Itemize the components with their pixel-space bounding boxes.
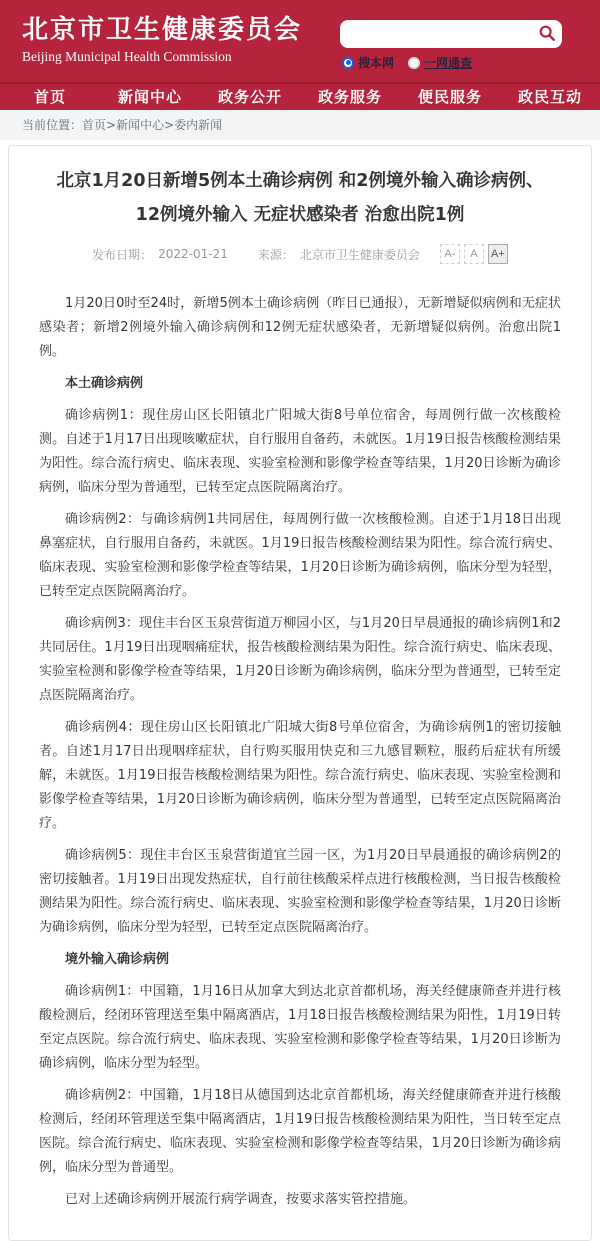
article-paragraph: 确诊病例2：与确诊病例1共同居住，每周例行做一次核酸检测。自述于1月18日出现鼻塞症状，自行服用自备药，未就医。1月19日报告核酸检测结果为阳性。综合流行病史、临床表现、实验室检测和影像学检查等结果，1月20日诊断为确诊病例，临床分型为轻型，已转至定点医院隔离治疗。 [39,512,561,599]
article-paragraph: 确诊病例1：中国籍，1月16日从加拿大到达北京首都机场，海关经健康筛查并进行核酸检测后，经闭环管理送至集中隔离酒店，1月18日报告核酸检测结果为阳性，1月19日转至定点医院。综合流行病史、临床表现、实验室检测和影像学检查等结果，1月20日诊断为确诊病例，临床分型为轻型。 [39,984,561,1071]
search-scope-radio[interactable] [342,54,394,71]
search-scope-radio[interactable] [408,54,472,71]
source-value: 北京市卫生健康委员会 [299,247,420,262]
breadcrumb-label: 当前位置： [22,118,83,132]
search-scope-options [340,54,562,71]
nav-item[interactable]: 政民互动 [517,88,582,106]
article-paragraph: 本土确诊病例 [65,376,144,391]
nav-item[interactable]: 首页 [33,88,66,106]
article-paragraph: 确诊病例3：现住丰台区玉泉营街道万柳园小区，与1月20日早晨通报的确诊病例1和2共同居住。1月19日出现咽痛症状，报告核酸检测结果为阳性。综合流行病史、临床表现、实验室检测和影像学检查等结果，1月20日诊断为确诊病例，临床分型为普通型，已转至定点医院隔离治疗。 [39,616,561,703]
font-size-button[interactable]: A [464,244,484,264]
article-meta [39,244,561,264]
search-icon [538,24,556,45]
search-area [340,14,562,82]
source-label: 来源： [257,247,294,262]
nav-item[interactable]: 新闻中心 [117,88,182,106]
site-title-chinese: 北京市卫生健康委员会 [22,15,303,45]
breadcrumb [0,110,600,140]
site-brand [22,14,302,82]
article-paragraph: 境外输入确诊病例 [65,952,170,967]
article-title: 北京1月20日新增5例本土确诊病例 和2例境外输入确诊病例、12例境外输入 无症状感染者 治愈出院1例 [56,171,544,225]
nav-item[interactable]: 政务服务 [317,88,382,106]
radio-label: 一网通查 [424,56,473,70]
search-input[interactable] [340,20,532,48]
nav-item[interactable]: 政务公开 [217,88,282,106]
article-paragraph: 确诊病例2：中国籍，1月18日从德国到达北京首都机场，海关经健康筛查并进行核酸检测后，经闭环管理送至集中隔离酒店，1月19日报告核酸检测结果为阳性，当日转至定点医院。综合流行病史、临床表现、实验室检测和影像学检查等结果，1月20日诊断为确诊病例，临床分型为普通型。 [39,1088,561,1175]
radio-icon [408,57,420,69]
article-paragraph: 1月20日0时至24时，新增5例本土确诊病例（昨日已通报），无新增疑似病例和无症状感染者；新增2例境外输入确诊病例和12例无症状感染者，无新增疑似病例。治愈出院1例。 [39,296,561,359]
site-header [0,0,600,82]
font-size-button[interactable]: A- [440,244,460,264]
font-size-controls [440,244,508,264]
nav-item[interactable]: 便民服务 [417,88,482,106]
font-size-button[interactable]: A+ [488,244,508,264]
article-card [8,145,592,1241]
radio-label: 搜本网 [358,56,395,70]
article-paragraph: 已对上述确诊病例开展流行病学调查，按要求落实管控措施。 [65,1192,417,1207]
radio-icon [342,57,354,69]
publish-date-label: 发布日期： [92,247,153,262]
breadcrumb-path[interactable]: 首页>新闻中心>委内新闻 [82,118,223,132]
article-paragraph: 确诊病例4：现住房山区长阳镇北广阳城大街8号单位宿舍，为确诊病例1的密切接触者。自述1月17日出现咽痒症状，自行购买服用快克和三九感冒颗粒，服药后症状有所缓解，未就医。1月19日报告核酸检测结果为阳性。综合流行病史、临床表现、实验室检测和影像学检查等结果，1月20日诊断为确诊病例，临床分型为普通型，已转至定点医院隔离治疗。 [39,720,561,831]
publish-date-value: 2022-01-21 [158,247,228,261]
search-box [340,20,562,48]
search-button[interactable] [532,20,562,48]
main-navigation [0,82,600,110]
article-paragraph: 确诊病例5：现住丰台区玉泉营街道宜兰园一区，为1月20日早晨通报的确诊病例2的密切接触者。1月19日出现发热症状，自行前往核酸采样点进行核酸检测，当日报告核酸检测结果为阳性。综合流行病史、临床表现、实验室检测和影像学检查等结果，1月20日诊断为确诊病例，临床分型为轻型，已转至定点医院隔离治疗。 [39,848,561,935]
article-paragraph: 确诊病例1：现住房山区长阳镇北广阳城大街8号单位宿舍，每周例行做一次核酸检测。自述于1月17日出现咳嗽症状，自行服用自备药，未就医。1月19日报告核酸检测结果为阳性。综合流行病史、临床表现、实验室检测和影像学检查等结果，1月20日诊断为确诊病例，临床分型为普通型，已转至定点医院隔离治疗。 [39,408,561,495]
site-title-english: Beijing Municipal Health Commission [22,49,232,64]
article-body [39,280,561,1212]
